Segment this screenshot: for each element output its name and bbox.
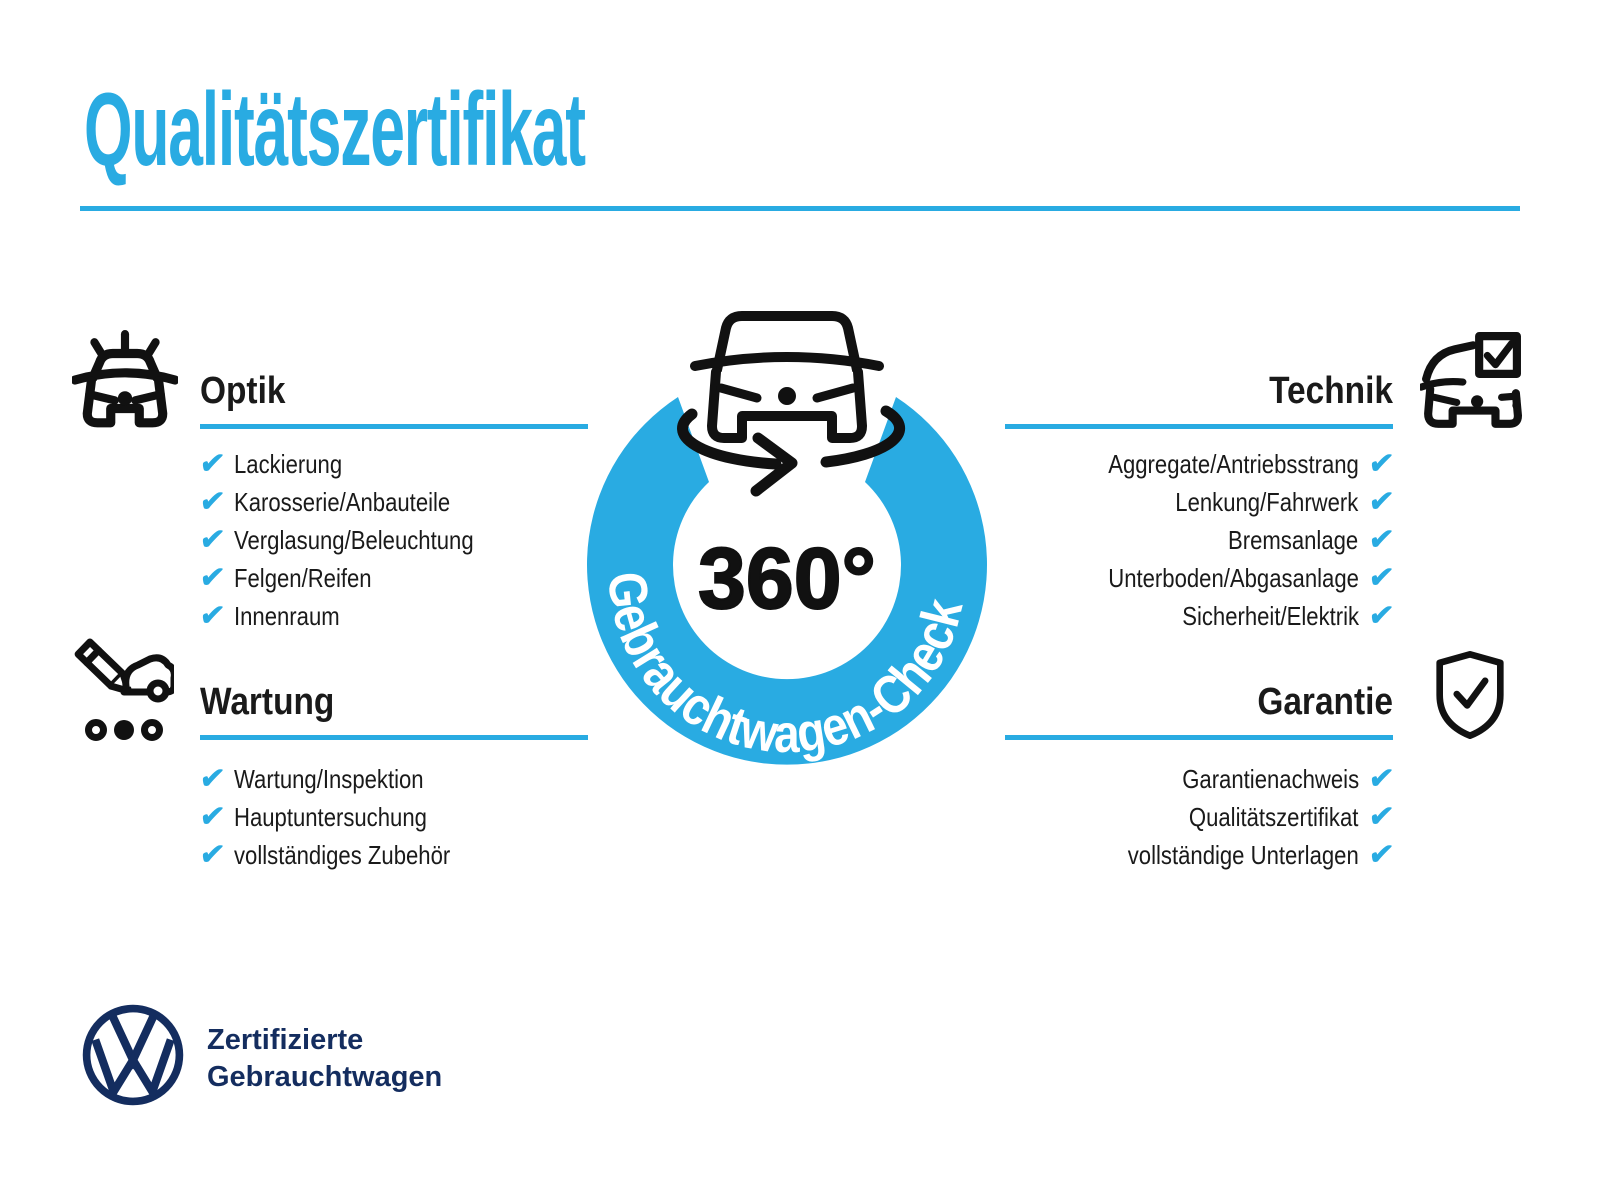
list-item: Lenkung/Fahrwerk ✔ — [1005, 483, 1393, 521]
check-icon: ✔ — [1366, 839, 1396, 871]
section-optik — [197, 370, 588, 635]
section-garantie-title: Garantie — [1257, 681, 1393, 723]
section-optik-title: Optik — [200, 370, 286, 412]
section-garantie-rule — [1005, 735, 1393, 740]
list-item: ✔ Lackierung — [200, 445, 588, 483]
list-item: ✔ Wartung/Inspektion — [200, 760, 588, 798]
brand-wordmark — [207, 1022, 442, 1096]
check-icon: ✔ — [1366, 801, 1396, 833]
check-icon: ✔ — [197, 562, 227, 594]
list-item: Bremsanlage ✔ — [1005, 521, 1393, 559]
section-optik-rule — [200, 424, 588, 429]
list-item: ✔ Verglasung/Beleuchtung — [200, 521, 588, 559]
section-wartung-rule — [200, 735, 588, 740]
list-item: Unterboden/Abgasanlage ✔ — [1005, 559, 1393, 597]
list-item: ✔ Innenraum — [200, 597, 588, 635]
section-technik-title: Technik — [1269, 370, 1393, 412]
list-item: Aggregate/Antriebsstrang ✔ — [1005, 445, 1393, 483]
page-title: Qualitätszertifikat — [84, 72, 585, 188]
check-icon: ✔ — [1366, 486, 1396, 518]
pencil-car-checklist-icon — [74, 634, 174, 744]
section-technik-rule — [1005, 424, 1393, 429]
check-icon: ✔ — [197, 524, 227, 556]
check-icon: ✔ — [1366, 763, 1396, 795]
degree-label: 360° — [698, 531, 876, 627]
list-item: ✔ Hauptuntersuchung — [200, 798, 588, 836]
list-item: Qualitätszertifikat ✔ — [1005, 798, 1393, 836]
list-item: ✔ Felgen/Reifen — [200, 559, 588, 597]
check-icon: ✔ — [197, 839, 227, 871]
list-item: Sicherheit/Elektrik ✔ — [1005, 597, 1393, 635]
title-divider — [80, 206, 1520, 211]
shield-check-icon — [1434, 648, 1506, 742]
check-icon: ✔ — [1366, 600, 1396, 632]
check-icon: ✔ — [197, 486, 227, 518]
vw-logo — [82, 1004, 184, 1106]
check-icon: ✔ — [197, 763, 227, 795]
car-front-icon — [695, 316, 879, 438]
ring-label: Gebrauchtwagen-Check — [596, 569, 976, 766]
360-check-badge — [540, 280, 1040, 780]
check-icon: ✔ — [1366, 562, 1396, 594]
section-garantie-list — [1005, 760, 1396, 874]
list-item: vollständige Unterlagen ✔ — [1005, 836, 1393, 874]
check-icon: ✔ — [197, 600, 227, 632]
shiny-car-icon — [72, 328, 178, 434]
section-optik-list — [197, 445, 588, 635]
list-item: Garantienachweis ✔ — [1005, 760, 1393, 798]
check-icon: ✔ — [197, 801, 227, 833]
section-technik-list — [1005, 445, 1396, 635]
car-checkbox-icon — [1420, 332, 1522, 430]
list-item: ✔ vollständiges Zubehör — [200, 836, 588, 874]
check-icon: ✔ — [1366, 524, 1396, 556]
brand-line-1: Zertifizierte — [207, 1024, 364, 1056]
brand-line-2: Gebrauchtwagen — [207, 1061, 443, 1093]
check-icon: ✔ — [197, 448, 227, 480]
section-wartung — [197, 681, 588, 874]
check-icon: ✔ — [1366, 448, 1396, 480]
list-item: ✔ Karosserie/Anbauteile — [200, 483, 588, 521]
section-garantie — [1005, 681, 1396, 874]
section-wartung-title: Wartung — [200, 681, 335, 723]
section-technik — [1005, 370, 1396, 635]
section-wartung-list — [197, 760, 588, 874]
